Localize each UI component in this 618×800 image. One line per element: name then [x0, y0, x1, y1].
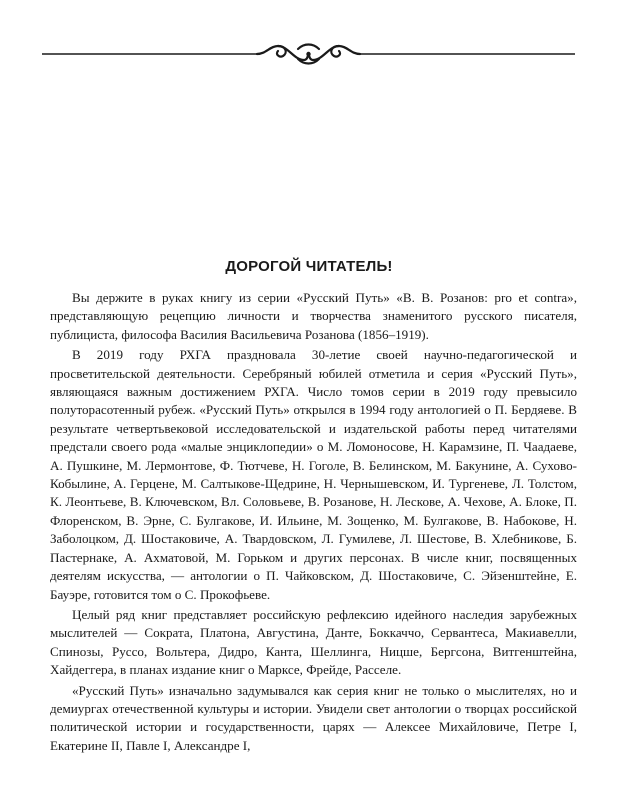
- decorative-ornament: [42, 40, 575, 68]
- paragraph-foreign-thinkers: Целый ряд книг представляет российскую рефлексию идейного наследия зарубежных мыслителей — Сократа, Платона, Августина, Данте, Боккаччо, Сервантеса, Макиавелли, Спинозы, Руссо, Вольтера, Дидро, Канта, Шеллинга, Ницше, Бергсона, Витгенштейна, Хайдеггера, в планах издание книг о Марксе, Фрейде, Расселе.: [50, 606, 577, 678]
- paragraph-series-concept: «Русский Путь» изначально задумывался как серия книг не только о мыслителях, но и демиургах отечественной культуры и истории. Увидели свет антологии о творцах российской политической истории и государственности, царях — Алексее Михайловиче, Петре I, Екатерине II, Павле I, Александре I,: [50, 682, 577, 753]
- body-text: [50, 289, 577, 755]
- page-heading: ДОРОГОЙ ЧИТАТЕЛЬ!: [225, 258, 393, 275]
- ornament-center-dot: [306, 52, 310, 56]
- paragraph-intro: Вы держите в руках книгу из серии «Русский Путь» «В. В. Розанов: pro et contra», представляющую рецепцию личности и творчества знаменитого русского писателя, публициста, философа Василия Васильевича Розанова (1856–1919).: [50, 290, 577, 342]
- paragraph-anniversary: В 2019 году РХГА праздновала 30-летие своей научно-педагогической и просветительской деятельности. Серебряный юбилей отметила и серия «Русский Путь», являющаяся важным достижением РХГА. Число томов серии в 2019 году превысило полуторасотенный рубеж. «Русский Путь» открылся в 1994 году антологией о П. Бердяеве. В результате четвертьвековой исследовательской и издательской работы перед читателями предстали своего рода «малые энциклопедии» о М. Ломоносове, Н. Карамзине, П. Чаадаеве, А. Пушкине, М. Лермонтове, Ф. Тютчеве, Н. Гоголе, В. Белинском, М. Бакунине, А. Сухово-Кобылине, А. Герцене, М. Салтыкове-Щедрине, Н. Чернышевском, И. Тургеневе, Л. Толстом, К. Леонтьеве, В. Ключевском, Вл. Соловьеве, В. Розанове, Н. Лескове, А. Чехове, А. Блоке, П. Флоренском, В. Эрне, С. Булгакове, И. Ильине, М. Зощенко, М. Булгакове, В. Набокове, Н. Заболоцком, Д. Шостаковиче, А. Твардовском, Л. Гумилеве, Л. Шестове, В. Хлебникове, Б. Пастернаке, А. Ахматовой, М. Горьком и других персонах. В числе книг, посвященных деятелям искусства, — антологии о П. Чайковском, Д. Шостаковиче, С. Эйзенштейне, Е. Бауэре, готовится том о С. Прокофьеве.: [50, 347, 577, 602]
